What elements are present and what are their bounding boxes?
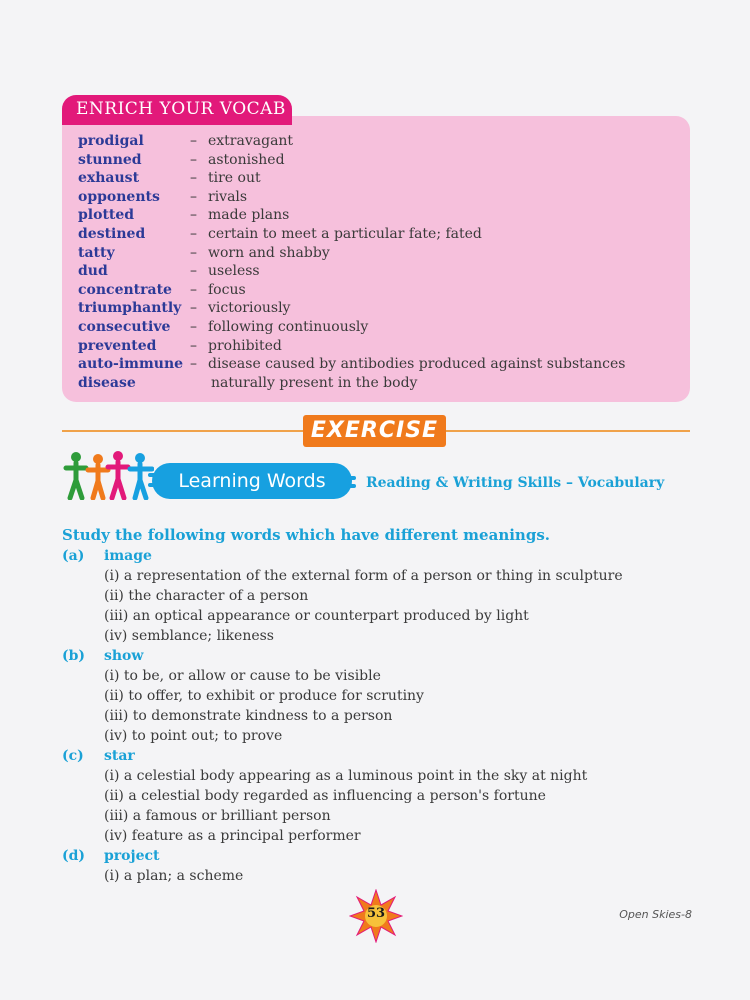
vocab-dash bbox=[190, 374, 208, 393]
exercise-banner: EXERCISE bbox=[303, 415, 446, 447]
vocab-definition: useless bbox=[208, 263, 260, 280]
meaning-line: (ii) a celestial body regarded as influencing a person's fortune bbox=[104, 788, 546, 804]
vocab-dash: – bbox=[190, 300, 197, 317]
vocab-term: disease bbox=[78, 374, 136, 391]
word-heading bbox=[62, 546, 702, 566]
vocab-definition: astonished bbox=[208, 151, 285, 168]
meaning-line: (ii) the character of a person bbox=[104, 588, 309, 604]
item-word: show bbox=[104, 648, 144, 664]
vocab-tab bbox=[62, 95, 292, 125]
vocab-definition: rivals bbox=[208, 188, 248, 205]
vocab-entry bbox=[78, 337, 678, 356]
vocab-entry bbox=[78, 299, 678, 318]
meaning-line: (iv) semblance; likeness bbox=[104, 628, 274, 644]
vocab-entry bbox=[78, 355, 678, 374]
meaning-line: (iii) a famous or brilliant person bbox=[104, 808, 331, 824]
item-word: star bbox=[104, 748, 135, 764]
meaning-line: (ii) to offer, to exhibit or produce for scrutiny bbox=[104, 688, 424, 704]
vocab-entry bbox=[78, 188, 678, 207]
vocab-dash: – bbox=[190, 188, 197, 205]
learning-words-label: Learning Words bbox=[152, 463, 352, 499]
vocab-term: dud bbox=[78, 263, 108, 280]
meaning-line: (iv) to point out; to prove bbox=[104, 728, 283, 744]
page-number-badge bbox=[349, 889, 403, 943]
item-word: image bbox=[104, 548, 152, 564]
decorative-stripe bbox=[348, 476, 356, 480]
item-label: (a) bbox=[62, 548, 85, 564]
vocab-definition: disease caused by antibodies produced against substances bbox=[208, 356, 626, 373]
meaning-line: (i) a plan; a scheme bbox=[104, 868, 244, 884]
vocab-title: ENRICH YOUR VOCAB bbox=[76, 99, 286, 119]
vocab-definition: tire out bbox=[208, 170, 261, 187]
vocab-definition: naturally present in the body bbox=[211, 374, 418, 391]
vocab-dash: – bbox=[190, 225, 197, 242]
vocab-definition: following continuously bbox=[208, 318, 369, 335]
vocab-definition: worn and shabby bbox=[208, 244, 330, 261]
meaning-line: (i) to be, or allow or cause to be visible bbox=[104, 668, 381, 684]
page-number: 53 bbox=[366, 906, 386, 921]
meaning-line: (iii) an optical appearance or counterpart produced by light bbox=[104, 608, 529, 624]
item-label: (d) bbox=[62, 848, 86, 864]
vocab-dash: – bbox=[190, 318, 197, 335]
vocab-term: destined bbox=[78, 225, 146, 242]
study-intro: Study the following words which have different meanings. bbox=[62, 526, 550, 544]
vocab-term: exhaust bbox=[78, 170, 140, 187]
vocab-definition: made plans bbox=[208, 207, 290, 224]
vocab-definition: victoriously bbox=[208, 300, 291, 317]
vocab-dash: – bbox=[190, 356, 197, 373]
vocab-entry bbox=[78, 206, 678, 225]
skills-heading: Reading & Writing Skills – Vocabulary bbox=[366, 475, 665, 491]
meaning-line: (i) a celestial body appearing as a luminous point in the sky at night bbox=[104, 768, 588, 784]
vocab-definition: focus bbox=[208, 281, 246, 298]
vocab-dash: – bbox=[190, 151, 197, 168]
book-title: Open Skies-8 bbox=[619, 908, 692, 921]
vocab-definition: prohibited bbox=[208, 337, 282, 354]
vocab-term: prodigal bbox=[78, 133, 144, 149]
meaning-line: (iv) feature as a principal performer bbox=[104, 828, 361, 844]
item-word: project bbox=[104, 848, 160, 864]
vocab-entry bbox=[78, 132, 678, 151]
vocab-term: triumphantly bbox=[78, 300, 182, 317]
vocab-dash: – bbox=[190, 244, 197, 261]
vocab-dash: – bbox=[190, 263, 197, 280]
meaning-line: (i) a representation of the external form of a person or thing in sculpture bbox=[104, 568, 623, 584]
word-heading bbox=[62, 746, 702, 766]
vocab-list bbox=[78, 132, 678, 392]
decorative-stripe bbox=[348, 484, 356, 488]
vocab-dash: – bbox=[190, 133, 197, 149]
vocab-dash: – bbox=[190, 207, 197, 224]
vocab-entry bbox=[78, 374, 678, 393]
word-heading bbox=[62, 646, 702, 666]
vocab-dash: – bbox=[190, 337, 197, 354]
children-figures-icon bbox=[62, 448, 154, 500]
vocab-term: tatty bbox=[78, 244, 115, 261]
study-section bbox=[62, 524, 702, 886]
vocab-term: consecutive bbox=[78, 318, 171, 335]
vocab-term: prevented bbox=[78, 337, 157, 354]
meaning-line: (iii) to demonstrate kindness to a person bbox=[104, 708, 393, 724]
item-label: (b) bbox=[62, 648, 86, 664]
vocab-entry bbox=[78, 169, 678, 188]
vocab-definition: extravagant bbox=[208, 133, 294, 149]
vocab-dash: – bbox=[190, 170, 197, 187]
word-heading bbox=[62, 846, 702, 866]
vocab-term: concentrate bbox=[78, 281, 172, 298]
vocab-entry bbox=[78, 262, 678, 281]
vocab-term: stunned bbox=[78, 151, 142, 168]
vocab-entry bbox=[78, 225, 678, 244]
vocab-entry bbox=[78, 281, 678, 300]
vocab-dash: – bbox=[190, 281, 197, 298]
item-label: (c) bbox=[62, 748, 84, 764]
vocab-term: auto-immune bbox=[78, 356, 184, 373]
vocab-entry bbox=[78, 318, 678, 337]
vocab-entry bbox=[78, 151, 678, 170]
vocab-term: opponents bbox=[78, 188, 160, 205]
vocab-definition: certain to meet a particular fate; fated bbox=[208, 225, 482, 242]
vocab-term: plotted bbox=[78, 207, 135, 224]
vocab-entry bbox=[78, 244, 678, 263]
